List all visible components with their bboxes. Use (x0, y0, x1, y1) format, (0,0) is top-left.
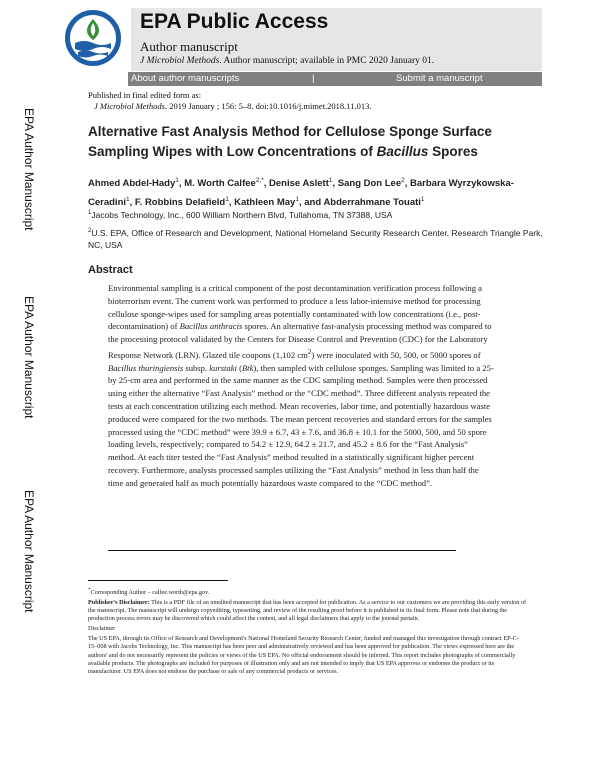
published-label: Published in final edited form as: (88, 90, 202, 100)
submit-manuscript-link[interactable]: Submit a manuscript (396, 73, 483, 84)
header-citation (140, 56, 434, 66)
author: Abderrahmane Touati$^1$ (323, 196, 425, 209)
article-title: Alternative Fast Analysis Method for Cellulose Sponge Surface Sampling Wipes with Low Concentrations of Bacillus Spores (88, 124, 492, 159)
disclaimer-body: The US EPA, through its Office of Research and Development's National Homeland Security Research Center, funded and managed this investigation through contract EP-C-15–008 with Jacobs Technology, Inc. This manuscript has been peer and administratively reviewed and has been approved for publication. The views expressed here are the authors' and do not necessarily represent the policies or views of the US EPA. No official endorsement should be inferred. This report includes photographs of commercially available products. The photographs are included for purposes of illustration only and are not intended to imply that US EPA approves or endorses the product or its manufacturer. US EPA does not endorse the purchase or sale of any commercial products or services. (88, 635, 519, 676)
published-journal: J Microbiol Methods (94, 101, 165, 111)
affiliation-2: $^2$U.S. EPA, Office of Research and Development, National Homeland Security Research Center, Research Triangle Park, NC, USA (88, 227, 543, 250)
header-title: EPA Public Access (140, 10, 329, 33)
header (62, 8, 542, 71)
link-separator: | (312, 73, 315, 84)
link-bar (128, 72, 542, 86)
disclaimer-heading: Disclaimer (88, 625, 116, 633)
citation-journal: J Microbiol Methods (140, 56, 220, 66)
footnotes (88, 586, 528, 678)
affiliation-1: $^1$Jacobs Technology, Inc., 600 William Northern Blvd, Tullahoma, TN 37388, USA (88, 209, 393, 220)
corresponding-author: *Corresponding Author – calfee.worth@epa.gov. (88, 587, 210, 597)
side-label-3: EPA Author Manuscript (22, 490, 36, 613)
author: Barbara Wyrzykowska-Ceradini$^1$, (88, 178, 514, 209)
header-subtitle: Author manuscript (140, 39, 238, 54)
author: Ahmed Abdel-Hady$^1$, (88, 177, 185, 190)
publisher-disclaimer: Publisher's Disclaimer: This is a PDF file of an unedited manuscript that has been accepted for publication. As a service to our customers we are providing this early version of the manuscript. The manuscript will undergo copyediting, typesetting, and review of the resulting proof before it is published in its final form. Please note that during the production process errors may be discovered which could affect the content, and all legal disclaimers that apply to the journal pertain. (88, 598, 527, 623)
abstract-heading: Abstract (88, 264, 133, 276)
abstract-text: Environmental sampling is a critical component of the post decontamination verification process following a bioterrorism event. The current work was performed to produce a less labor-intensive method for processing cellulose sponge-wipes used for sampling areas potentially contaminated with low concentrations (i.e., post-decontamination) of Bacillus anthracis spores. An alternative fast-analysis processing method was compared to the processing protocol validated by the Centers for Disease Control and Prevention (CDC) for the Laboratory Response Network (LRN). Glazed tile coupons (1,102 $cm^2$) were inoculated with 50, 500, or 5000 spores of Bacillus thuringiensis subsp. kurstaki (Btk), then sampled with cellulose sponges. Sampling was limited to a 25- by 25-cm area and performed in the same manner as the CDC sampling method. Samples were then processed using either the alternative “Fast Analysis” method or the “CDC method”. Three different analysts repeated the tests at each concentration utilizing each method. Mean recoveries, labor time, and potentially hazardous waste produced were compared for the two methods. The mean percent recoveries and standard errors for the samples processed using the “CDC method” were 39.9 ± 6.7, 43 ± 7.6, and 36.8 ± 10.1 for the 5000, 500, and 50 spore loading levels, respectively; compared to 54.2 ± 12.9, 64.2 ± 21.7, and 45.2 ± 8.6 for the “Fast Analysis” method. At each titer tested the “Fast Analysis” method resulted in a statistically significant higher percent recovery. Furthermore, analysts processed samples utilizing the “Fast Analysis” method in less than half the time and generated half as much potentially hazardous waste compared to the “CDC method”. (108, 283, 494, 488)
published-details: . 2019 January ; 156: 5–8. doi:10.1016/j.mimet.2018.11.013. (164, 101, 372, 111)
side-label-2: EPA Author Manuscript (22, 296, 36, 419)
footnote-divider (88, 580, 228, 581)
citation-rest: . Author manuscript; available in PMC 2020 January 01. (219, 56, 435, 66)
author: Denise Aslett$^1$, (269, 177, 338, 190)
side-label-1: EPA Author Manuscript (22, 108, 36, 231)
about-manuscripts-link[interactable]: About author manuscripts (131, 73, 240, 84)
author: M. Worth Calfee$^{2,*}$, (184, 177, 270, 190)
epa-logo-icon (62, 9, 124, 67)
author: Sang Don Lee$^2$, (337, 177, 411, 190)
author: F. Robbins Delafield$^1$, (134, 196, 235, 209)
author: Kathleen May$^1$, and (234, 196, 324, 209)
published-info (88, 90, 372, 112)
author-list (88, 173, 528, 211)
abstract-divider (108, 550, 456, 551)
